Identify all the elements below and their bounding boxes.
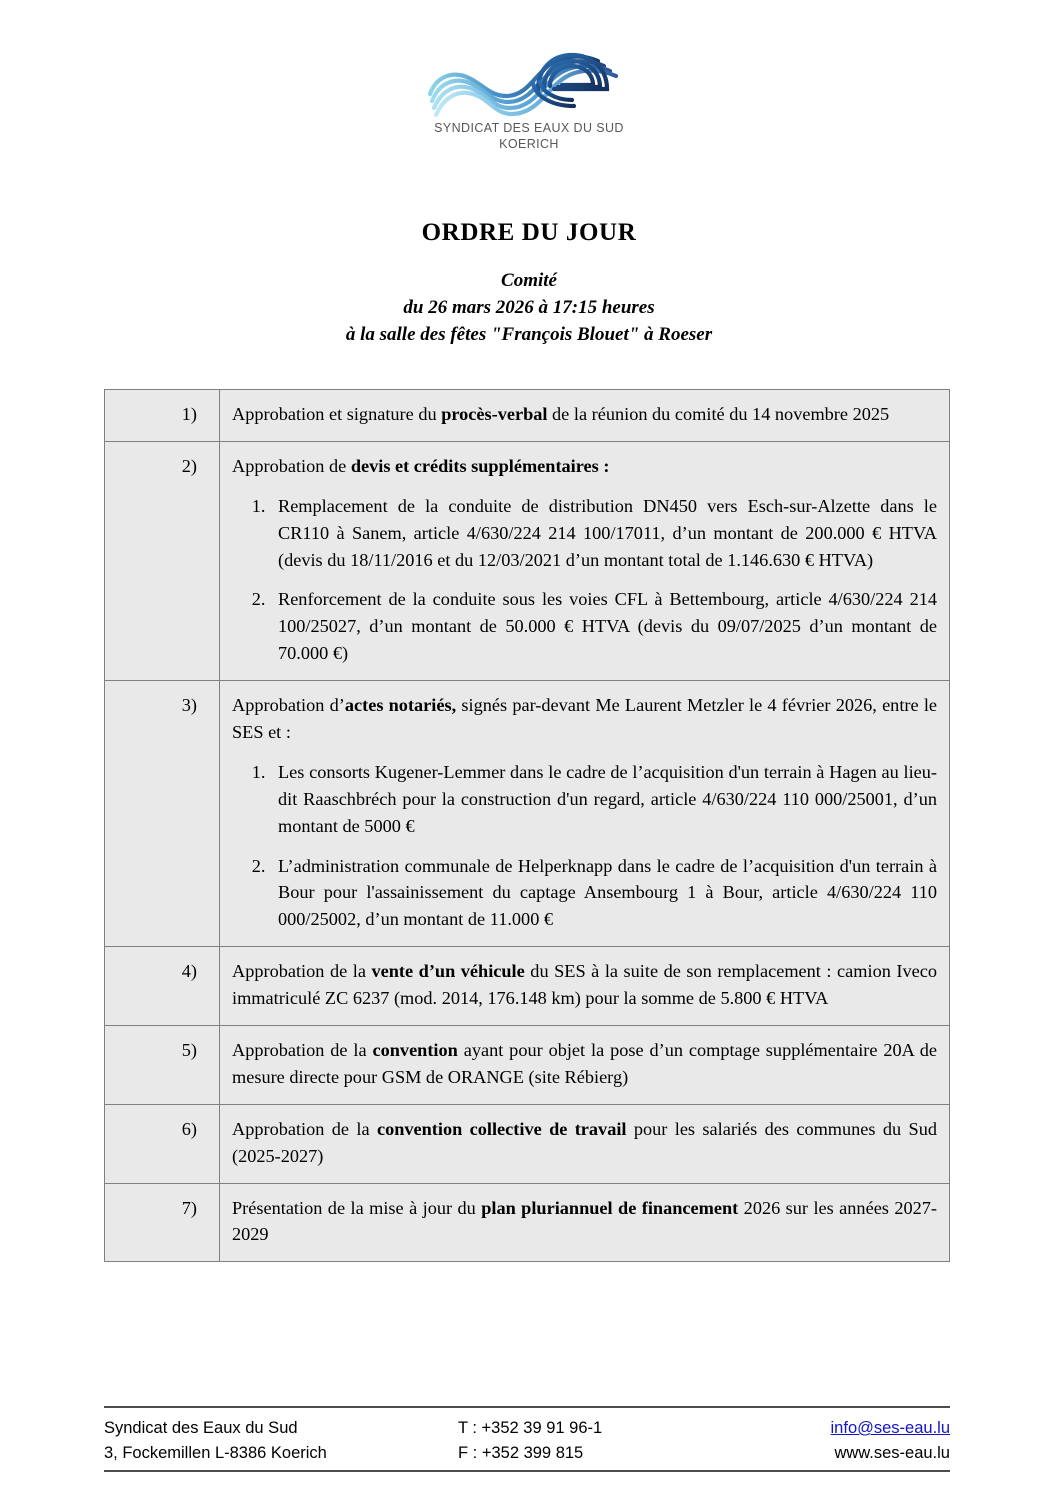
footer-email-link[interactable]: info@ses-eau.lu [830,1419,950,1437]
agenda-lead-text: Approbation de la [232,1040,373,1061]
agenda-lead-text: signés par-devant Me Laurent Metzler le 4 février 2026, entre le SES et : [232,695,938,743]
agenda-row [105,1183,950,1262]
agenda-row [105,390,950,442]
footer-web-block [744,1416,950,1466]
agenda-table [104,389,950,1262]
agenda-item-number: 2) [105,441,220,680]
agenda-item-number: 4) [105,947,220,1026]
agenda-subitem: 2. Renforcement de la conduite sous les voies CFL à Bettembourg, article 4/630/224 214 100/25027, d’un montant de 50.000 € HTVA (devis du 09/07/2025 d’un montant de 70.000 €) [270,586,937,667]
agenda-lead-text: Approbation de [232,455,351,476]
agenda-item-number: 1) [105,390,220,442]
subtitle-line-committee: Comité [501,270,557,291]
agenda-lead-text: ayant pour objet la pose d’un comptage supplémentaire 20A de mesure directe pour GSM de ORANGE (site Rébierg) [232,1040,937,1087]
subtitle-line-datetime: du 26 mars 2026 à 17:15 heures [403,296,655,318]
logo-caption-line2: KOERICH [499,136,559,151]
agenda-subitem-list [232,493,937,667]
agenda-lead-emphasis: devis et crédits supplémentaires : [350,455,610,476]
agenda-item-content [220,1026,950,1105]
page-footer [104,1406,950,1466]
agenda-lead-text: 2026 sur les années 2027-2029 [232,1197,937,1245]
footer-address: 3, Fockemillen L-8386 Koerich [104,1443,327,1462]
agenda-table-body [105,390,950,1262]
subtitle-line-venue: à la salle des fêtes "François Blouet" à Roeser [345,323,713,345]
document-subtitle [0,268,1058,349]
agenda-subitem-list [232,759,937,933]
agenda-lead-text: Approbation d’ [232,695,345,716]
agenda-lead-text: Approbation de la [232,961,372,982]
agenda-subitem: 1. Les consorts Kugener-Lemmer dans le cadre de l’acquisition d'un terrain à Hagen au lieu-dit Raaschbréch pour la construction d'un regard, article 4/630/224 110 000/25001, d’un montant de 5000 € [270,759,937,840]
agenda-item-lead [232,401,937,428]
agenda-item-lead [232,1116,937,1170]
agenda-lead-emphasis: convention [372,1040,458,1061]
agenda-subitem: 1. Remplacement de la conduite de distribution DN450 vers Esch-sur-Alzette dans le CR110 à Sanem, article 4/630/224 214 100/17011, d’un montant de 200.000 € HTVA (devis du 18/11/2016 et du 12/03/2021 d’un montant total de 1.146.630 € HTVA) [270,493,937,574]
agenda-item-number: 7) [105,1183,220,1262]
agenda-item-lead [232,453,937,480]
agenda-row [105,441,950,680]
footer-bottom-rule [104,1470,950,1472]
agenda-lead-text: pour les salariés des communes du Sud (2025-2027) [232,1118,937,1166]
page-title: ORDRE DU JOUR [421,219,637,246]
agenda-subitem: 2. L’administration communale de Helperknapp dans le cadre de l’acquisition d'un terrain à Bour pour l'assainissement du captage Ansembourg 1 à Bour, article 4/630/224 110 000/25002, d’un montant de 11.000 € [270,853,937,934]
agenda-lead-text: Présentation de la mise à jour du [232,1197,482,1218]
footer-phone: T : +352 39 91 96-1 [458,1419,603,1437]
agenda-item-content [220,390,950,442]
agenda-lead-emphasis: vente d’un véhicule [371,961,525,982]
agenda-row [105,1026,950,1105]
agenda-item-lead [232,1195,937,1249]
agenda-lead-text: Approbation de la [232,1118,377,1139]
agenda-item-content [220,947,950,1026]
footer-website: www.ses-eau.lu [834,1443,950,1462]
logo-caption-line1: SYNDICAT DES EAUX DU SUD [434,121,624,135]
agenda-item-content [220,441,950,680]
ses-wave-e-logo-icon [422,46,636,118]
agenda-row [105,681,950,947]
agenda-item-number: 3) [105,681,220,947]
agenda-item-number: 6) [105,1104,220,1183]
agenda-lead-text: du SES à la suite de son remplacement : camion Iveco immatriculé ZC 6237 (mod. 2014, 176.148 km) pour la somme de 5.800 € HTVA [232,961,937,1009]
agenda-lead-text: Approbation et signature du [232,404,442,424]
agenda-lead-emphasis: convention collective de travail [376,1118,627,1139]
agenda-item-lead [232,958,937,1012]
organization-logo [0,46,1058,152]
logo-caption [0,121,1058,152]
agenda-item-content [220,1104,950,1183]
footer-fax: F : +352 399 815 [458,1443,584,1462]
agenda-item-lead [232,1037,937,1091]
agenda-lead-emphasis: actes notariés, [344,695,457,716]
agenda-row [105,1104,950,1183]
agenda-lead-text: de la réunion du comité du 14 novembre 2025 [547,404,890,424]
footer-contact-block [444,1416,744,1466]
agenda-item-lead [232,692,937,746]
agenda-item-content [220,681,950,947]
agenda-item-content [220,1183,950,1262]
agenda-row [105,947,950,1026]
footer-address-block [104,1416,444,1466]
agenda-lead-emphasis: procès-verbal [441,404,548,424]
agenda-item-number: 5) [105,1026,220,1105]
agenda-lead-emphasis: plan pluriannuel de financement [481,1197,739,1218]
footer-org-name: Syndicat des Eaux du Sud [104,1419,298,1437]
